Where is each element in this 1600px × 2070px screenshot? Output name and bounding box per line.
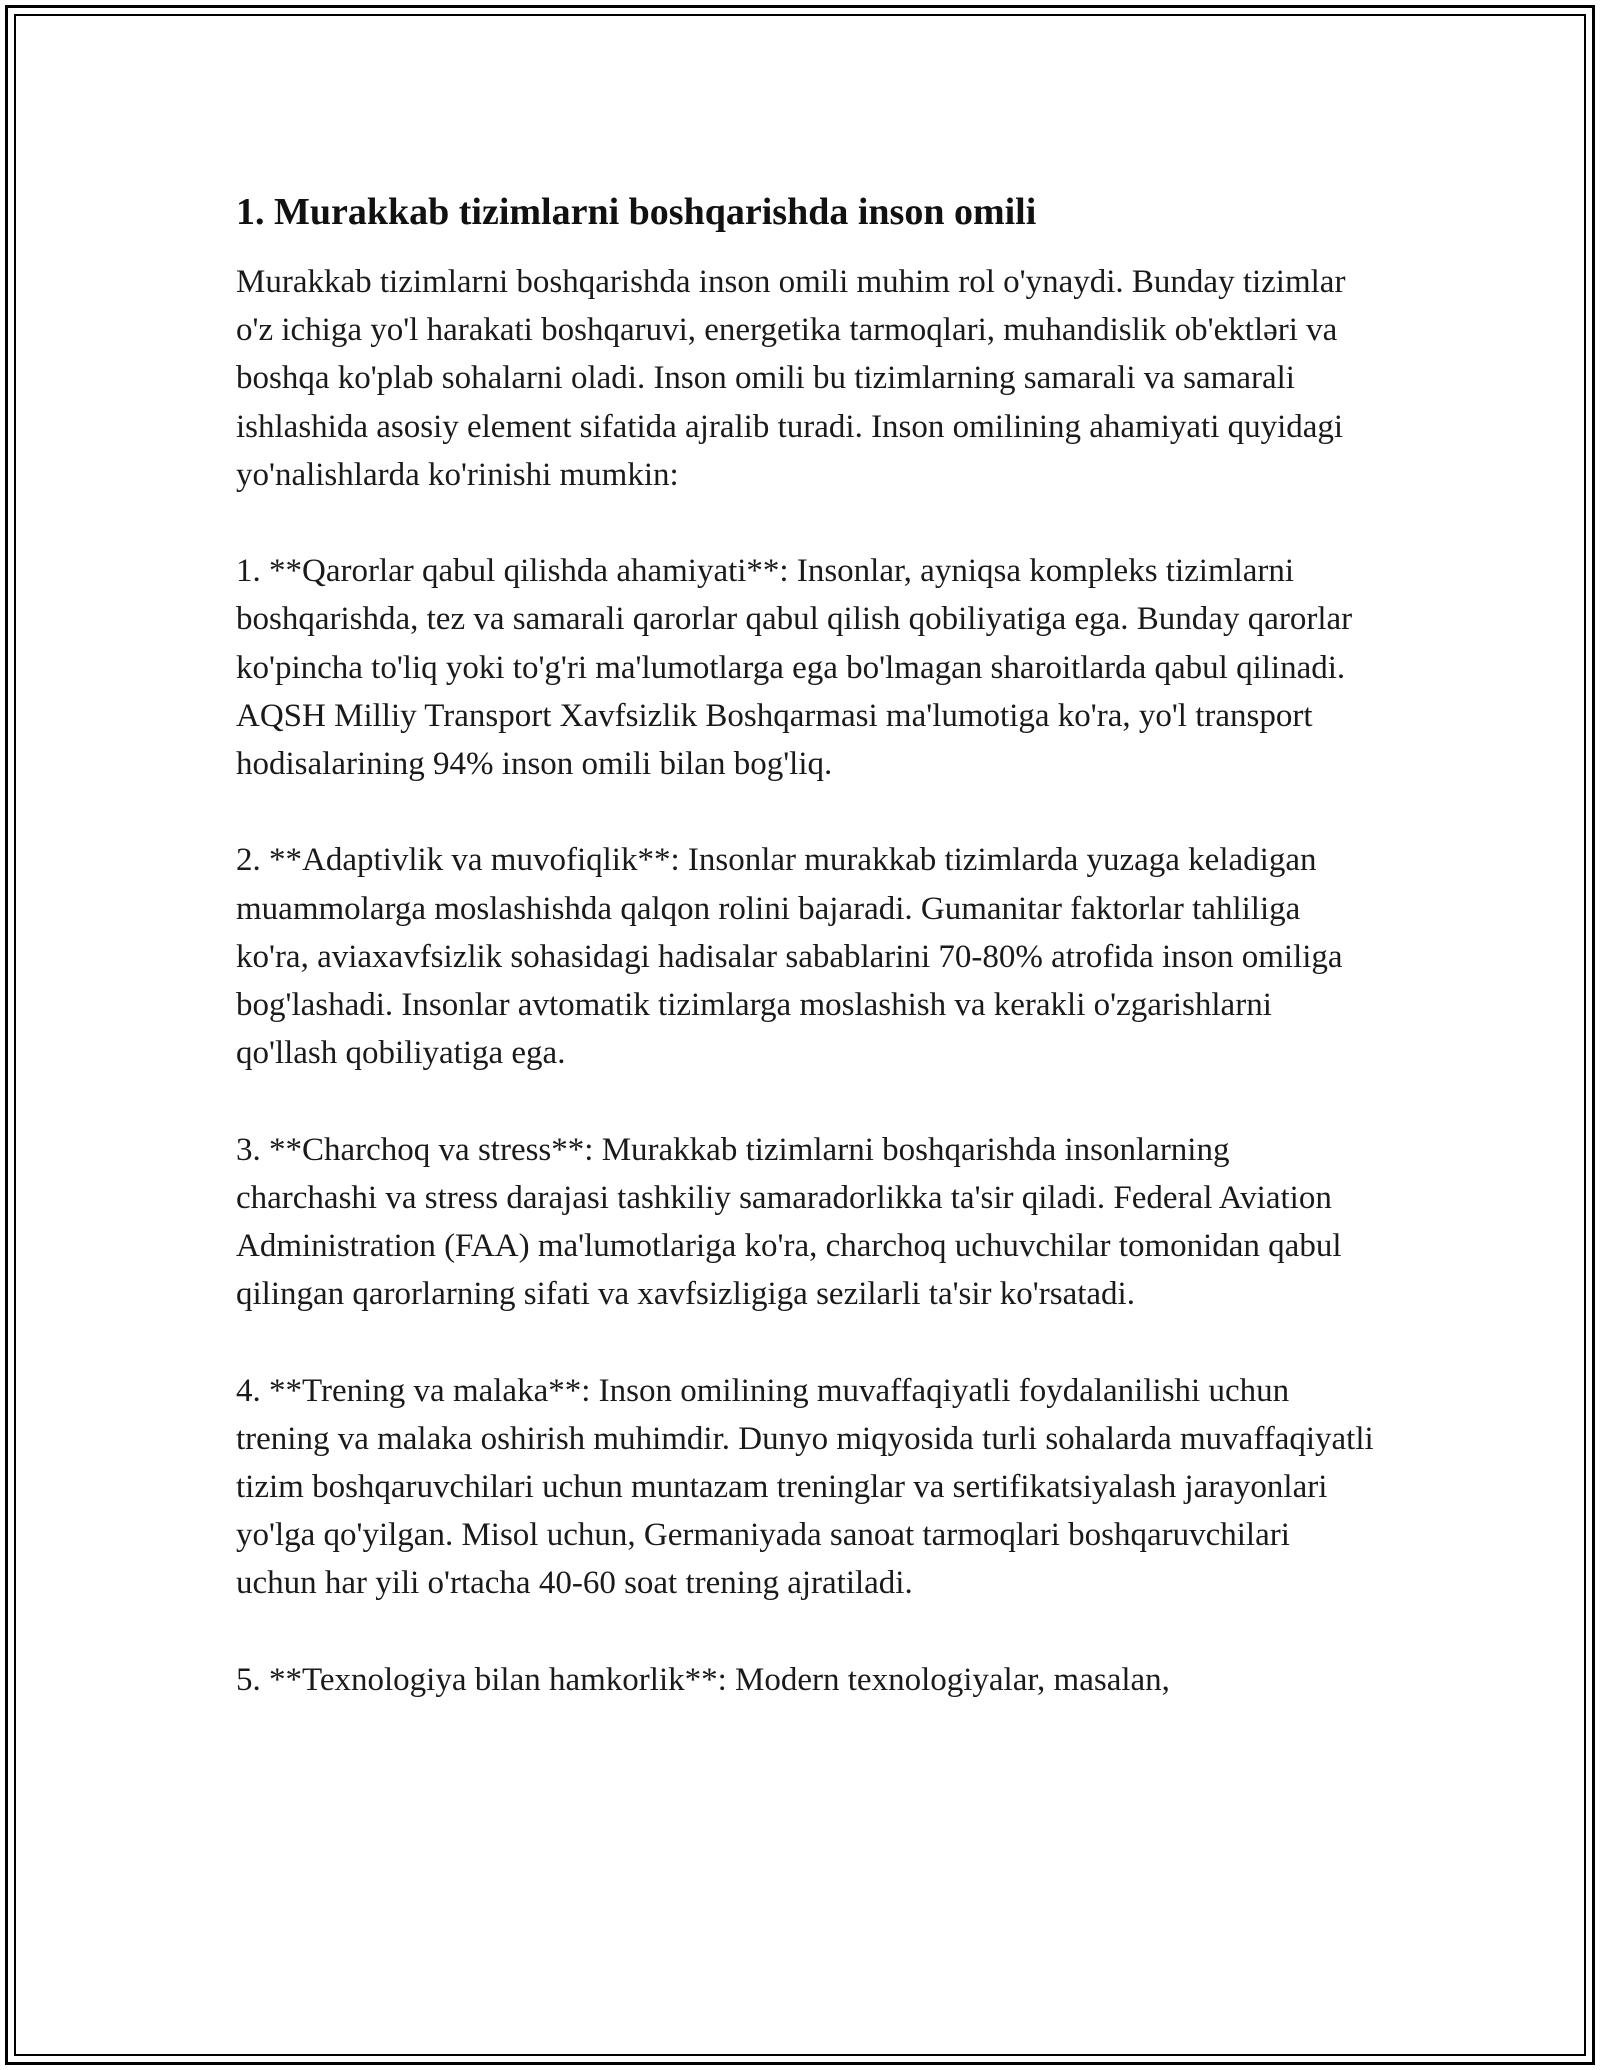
list-item-technology: 5. **Texnologiya bilan hamkorlik**: Modern texnologiyalar, masalan,	[236, 1661, 1170, 1698]
list-item-adaptivity: 2. **Adaptivlik va muvofiqlik**: Insonlar murakkab tizimlarda yuzaga keladigan muammolarga moslashishda qalqon rolini bajaradi. Gumanitar faktorlar tahliliga ko'ra, aviaxavfsizlik sohasidagi hadisalar sabablarini 70-80% atrofida inson omiliga bog'lashadi. Insonlar avtomatik tizimlarga moslashish va kerakli o'zgarishlarni qo'llash qobiliyatiga ega.	[236, 842, 1343, 1072]
intro-paragraph: Murakkab tizimlarni boshqarishda inson omili muhim rol o'ynaydi. Bunday tizimlar o'z ichiga yo'l harakati boshqaruvi, energetika tarmoqlari, muhandislik ob'ektləri va boshqa ko'plab sohalarni oladi. Inson omili bu tizimlarning samarali va samarali ishlashida asosiy element sifatida ajralib turadi. Inson omilining ahamiyati quyidagi yo'nalishlarda ko'rinishi mumkin:	[236, 264, 1346, 493]
document-body	[236, 188, 1376, 1752]
list-item-fatigue-stress: 3. **Charchoq va stress**: Murakkab tizimlarni boshqarishda insonlarning charchashi va stress darajasi tashkiliy samaradorlikka ta'sir qiladi. Federal Aviation Administration (FAA) ma'lumotlariga ko'ra, charchoq uchuvchilar tomonidan qabul qilingan qarorlarning sifati va xavfsizligiga sezilarli ta'sir ko'rsatadi.	[236, 1131, 1342, 1313]
list-item-training: 4. **Trening va malaka**: Inson omilining muvaffaqiyatli foydalanilishi uchun trening va malaka oshirish muhimdir. Dunyo miqyosida turli sohalarda muvaffaqiyatli tizim boshqaruvchilari uchun muntazam treninglar va sertifikatsiyalash jarayonlari yo'lga qo'yilgan. Misol uchun, Germaniyada sanoat tarmoqlari boshqaruvchilari uchun har yili o'rtacha 40-60 soat trening ajratiladi.	[236, 1372, 1374, 1602]
section-heading: 1. Murakkab tizimlarni boshqarishda inson omili	[236, 191, 1037, 233]
list-item-decision-making: 1. **Qarorlar qabul qilishda ahamiyati**: Insonlar, ayniqsa kompleks tizimlarni boshqarishda, tez va samarali qarorlar qabul qilish qobiliyatiga ega. Bunday qarorlar ko'pincha to'liq yoki to'g'ri ma'lumotlarga ega bo'lmagan sharoitlarda qabul qilinadi. AQSH Milliy Transport Xavfsizlik Boshqarmasi ma'lumotiga ko'ra, yo'l transport hodisalarining 94% inson omili bilan bog'liq.	[236, 553, 1353, 783]
